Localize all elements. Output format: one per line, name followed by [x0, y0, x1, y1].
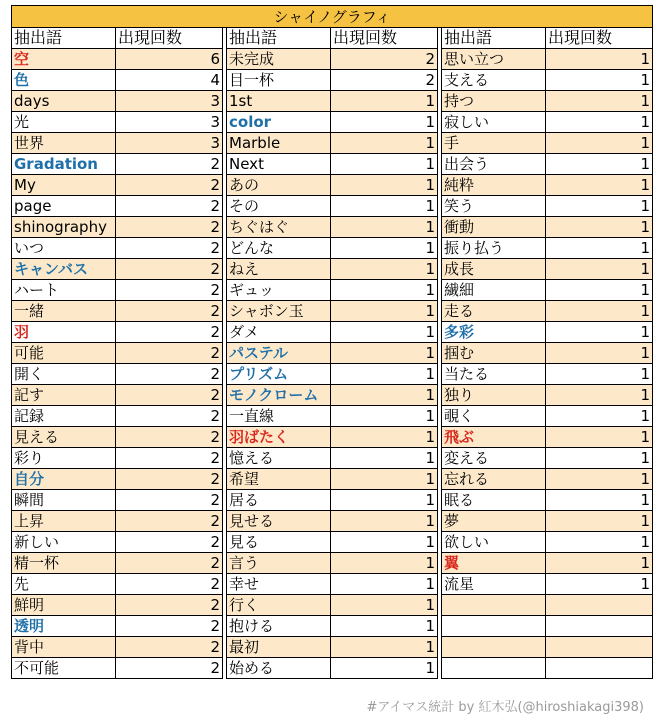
word-cell: 行く	[227, 595, 331, 616]
word-cell: その	[227, 196, 331, 217]
count-cell: 1	[331, 343, 438, 364]
word-cell: 目一杯	[227, 70, 331, 91]
count-cell: 1	[546, 364, 653, 385]
word-cell: 記録	[12, 406, 116, 427]
word-cell: 忘れる	[442, 469, 546, 490]
word-cell: 見る	[227, 532, 331, 553]
word-cell: 抱ける	[227, 616, 331, 637]
word-cell: 衝動	[442, 217, 546, 238]
table-row	[12, 427, 653, 448]
table-row	[12, 595, 653, 616]
count-cell: 2	[331, 49, 438, 70]
count-cell: 6	[116, 49, 223, 70]
count-cell: 1	[546, 91, 653, 112]
count-cell: 1	[331, 595, 438, 616]
word-cell: いつ	[12, 238, 116, 259]
word-cell: 当たる	[442, 364, 546, 385]
count-cell: 2	[116, 385, 223, 406]
count-cell: 1	[546, 490, 653, 511]
count-cell: 1	[546, 280, 653, 301]
credit-text: #アイマス統計 by 紅木弘(@hiroshiakagi398)	[366, 700, 644, 715]
word-cell: 走る	[442, 301, 546, 322]
word-cell: ちぐはぐ	[227, 217, 331, 238]
count-cell: 2	[116, 259, 223, 280]
header-word: 抽出語	[227, 28, 331, 49]
word-cell: 彩り	[12, 448, 116, 469]
table-row	[12, 301, 653, 322]
word-cell: 繊細	[442, 280, 546, 301]
count-cell: 1	[546, 574, 653, 595]
count-cell: 1	[331, 238, 438, 259]
count-cell: 3	[116, 91, 223, 112]
word-cell: 言う	[227, 553, 331, 574]
header-row	[12, 28, 653, 49]
word-cell: 居る	[227, 490, 331, 511]
word-cell: shinography	[12, 217, 116, 238]
table-row	[12, 511, 653, 532]
word-cell: 変える	[442, 448, 546, 469]
count-cell: 1	[546, 217, 653, 238]
word-cell: 一直線	[227, 406, 331, 427]
word-cell: page	[12, 196, 116, 217]
count-cell: 2	[116, 301, 223, 322]
count-cell: 1	[331, 322, 438, 343]
count-cell: 1	[546, 112, 653, 133]
word-cell: 開く	[12, 364, 116, 385]
word-cell: パステル	[227, 343, 331, 364]
count-cell: 2	[116, 448, 223, 469]
count-cell: 2	[116, 511, 223, 532]
word-cell: 自分	[12, 469, 116, 490]
word-cell: 見える	[12, 427, 116, 448]
word-cell: My	[12, 175, 116, 196]
count-cell: 2	[116, 217, 223, 238]
count-cell: 3	[116, 133, 223, 154]
word-cell: 記す	[12, 385, 116, 406]
word-cell: Next	[227, 154, 331, 175]
word-cell: Marble	[227, 133, 331, 154]
table-row	[12, 616, 653, 637]
table-row	[12, 448, 653, 469]
word-cell: 一緒	[12, 301, 116, 322]
count-cell: 2	[116, 343, 223, 364]
word-cell: 翼	[442, 553, 546, 574]
count-cell: 2	[116, 175, 223, 196]
count-cell: 1	[331, 532, 438, 553]
count-cell: 1	[331, 196, 438, 217]
count-cell: 1	[331, 217, 438, 238]
table-row	[12, 280, 653, 301]
count-cell	[546, 658, 653, 679]
count-cell: 1	[546, 133, 653, 154]
word-cell: 色	[12, 70, 116, 91]
count-cell: 1	[331, 259, 438, 280]
word-cell: 独り	[442, 385, 546, 406]
word-cell: 精一杯	[12, 553, 116, 574]
table-row	[12, 385, 653, 406]
word-cell: あの	[227, 175, 331, 196]
table-row	[12, 91, 653, 112]
table-row	[12, 469, 653, 490]
count-cell: 2	[116, 364, 223, 385]
count-cell: 2	[116, 238, 223, 259]
count-cell: 1	[331, 154, 438, 175]
count-cell: 1	[331, 574, 438, 595]
count-cell: 1	[546, 49, 653, 70]
word-cell: 掴む	[442, 343, 546, 364]
count-cell: 1	[546, 238, 653, 259]
count-cell: 2	[116, 154, 223, 175]
count-cell: 2	[116, 616, 223, 637]
count-cell: 1	[331, 448, 438, 469]
word-cell: ダメ	[227, 322, 331, 343]
word-cell	[442, 637, 546, 658]
table-row	[12, 133, 653, 154]
table-row	[12, 175, 653, 196]
count-cell: 2	[116, 574, 223, 595]
word-cell: 背中	[12, 637, 116, 658]
word-cell: 寂しい	[442, 112, 546, 133]
count-cell: 1	[331, 658, 438, 679]
word-cell: 瞬間	[12, 490, 116, 511]
count-cell: 1	[331, 112, 438, 133]
word-cell: どんな	[227, 238, 331, 259]
word-cell: 始める	[227, 658, 331, 679]
word-cell: 夢	[442, 511, 546, 532]
word-cell: 幸せ	[227, 574, 331, 595]
word-cell: 眠る	[442, 490, 546, 511]
word-cell: 手	[442, 133, 546, 154]
count-cell: 1	[546, 448, 653, 469]
count-cell: 1	[546, 427, 653, 448]
count-cell: 1	[331, 280, 438, 301]
word-cell: 見せる	[227, 511, 331, 532]
word-cell: 流星	[442, 574, 546, 595]
count-cell	[546, 595, 653, 616]
count-cell: 1	[331, 91, 438, 112]
word-cell: 覗く	[442, 406, 546, 427]
table-row	[12, 532, 653, 553]
count-cell: 1	[331, 175, 438, 196]
count-cell: 1	[546, 70, 653, 91]
count-cell: 1	[546, 532, 653, 553]
table-row	[12, 259, 653, 280]
count-cell: 1	[331, 427, 438, 448]
word-cell: 先	[12, 574, 116, 595]
word-cell: 成長	[442, 259, 546, 280]
word-cell: 透明	[12, 616, 116, 637]
word-cell: 出会う	[442, 154, 546, 175]
table-row	[12, 154, 653, 175]
word-cell	[442, 658, 546, 679]
table-row	[12, 70, 653, 91]
word-cell	[442, 616, 546, 637]
table-row	[12, 343, 653, 364]
table-body	[12, 49, 653, 679]
word-cell: 欲しい	[442, 532, 546, 553]
count-cell: 1	[546, 511, 653, 532]
word-cell: 不可能	[12, 658, 116, 679]
word-cell: プリズム	[227, 364, 331, 385]
table-row	[12, 364, 653, 385]
count-cell: 1	[331, 469, 438, 490]
count-cell: 2	[116, 406, 223, 427]
word-cell: 鮮明	[12, 595, 116, 616]
count-cell: 2	[116, 553, 223, 574]
word-cell: 世界	[12, 133, 116, 154]
word-cell: 憶える	[227, 448, 331, 469]
word-cell: 可能	[12, 343, 116, 364]
count-cell	[546, 616, 653, 637]
count-cell: 1	[331, 301, 438, 322]
word-cell: シャボン玉	[227, 301, 331, 322]
word-cell: 希望	[227, 469, 331, 490]
count-cell: 4	[116, 70, 223, 91]
count-cell: 1	[546, 406, 653, 427]
word-cell: モノクローム	[227, 385, 331, 406]
count-cell: 1	[331, 490, 438, 511]
word-cell: 新しい	[12, 532, 116, 553]
word-cell: days	[12, 91, 116, 112]
word-cell: 多彩	[442, 322, 546, 343]
count-cell: 1	[546, 553, 653, 574]
word-cell: 未完成	[227, 49, 331, 70]
count-cell: 2	[116, 280, 223, 301]
word-frequency-sheet	[11, 5, 651, 679]
word-cell: 飛ぶ	[442, 427, 546, 448]
table-row	[12, 658, 653, 679]
table-row	[12, 574, 653, 595]
count-cell: 1	[331, 385, 438, 406]
word-cell: 羽ばたく	[227, 427, 331, 448]
count-cell: 1	[546, 469, 653, 490]
count-cell: 2	[116, 532, 223, 553]
word-cell: Gradation	[12, 154, 116, 175]
header-count: 出現回数	[116, 28, 223, 49]
header-count: 出現回数	[546, 28, 653, 49]
word-cell: 振り払う	[442, 238, 546, 259]
count-cell: 1	[331, 406, 438, 427]
count-cell: 1	[331, 511, 438, 532]
count-cell: 1	[546, 343, 653, 364]
table-row	[12, 553, 653, 574]
count-cell: 2	[331, 70, 438, 91]
word-cell: 思い立つ	[442, 49, 546, 70]
word-cell: ギュッ	[227, 280, 331, 301]
word-cell: 持つ	[442, 91, 546, 112]
table-row	[12, 196, 653, 217]
count-cell: 1	[546, 154, 653, 175]
count-cell: 1	[546, 175, 653, 196]
table-row	[12, 49, 653, 70]
count-cell: 2	[116, 595, 223, 616]
table-row	[12, 637, 653, 658]
count-cell: 1	[331, 364, 438, 385]
count-cell: 1	[546, 196, 653, 217]
word-cell	[442, 595, 546, 616]
count-cell: 1	[331, 553, 438, 574]
count-cell: 2	[116, 427, 223, 448]
count-cell: 2	[116, 322, 223, 343]
count-cell: 2	[116, 469, 223, 490]
count-cell: 2	[116, 637, 223, 658]
word-cell: 光	[12, 112, 116, 133]
word-frequency-table	[11, 5, 653, 679]
table-row	[12, 406, 653, 427]
count-cell	[546, 637, 653, 658]
header-count: 出現回数	[331, 28, 438, 49]
table-title: シャイノグラフィ	[12, 6, 653, 28]
count-cell: 2	[116, 658, 223, 679]
table-row	[12, 490, 653, 511]
count-cell: 1	[546, 301, 653, 322]
table-row	[12, 322, 653, 343]
count-cell: 1	[546, 322, 653, 343]
count-cell: 1	[546, 259, 653, 280]
word-cell: 支える	[442, 70, 546, 91]
count-cell: 1	[546, 385, 653, 406]
word-cell: ハート	[12, 280, 116, 301]
count-cell: 1	[331, 637, 438, 658]
table-row	[12, 217, 653, 238]
count-cell: 2	[116, 196, 223, 217]
word-cell: 純粋	[442, 175, 546, 196]
word-cell: 最初	[227, 637, 331, 658]
word-cell: キャンバス	[12, 259, 116, 280]
word-cell: 上昇	[12, 511, 116, 532]
count-cell: 1	[331, 133, 438, 154]
word-cell: 1st	[227, 91, 331, 112]
word-cell: 笑う	[442, 196, 546, 217]
header-word: 抽出語	[442, 28, 546, 49]
word-cell: 羽	[12, 322, 116, 343]
table-row	[12, 112, 653, 133]
table-row	[12, 238, 653, 259]
word-cell: 空	[12, 49, 116, 70]
count-cell: 3	[116, 112, 223, 133]
word-cell: color	[227, 112, 331, 133]
count-cell: 2	[116, 490, 223, 511]
count-cell: 1	[331, 616, 438, 637]
title-row	[12, 6, 653, 28]
header-word: 抽出語	[12, 28, 116, 49]
word-cell: ねえ	[227, 259, 331, 280]
